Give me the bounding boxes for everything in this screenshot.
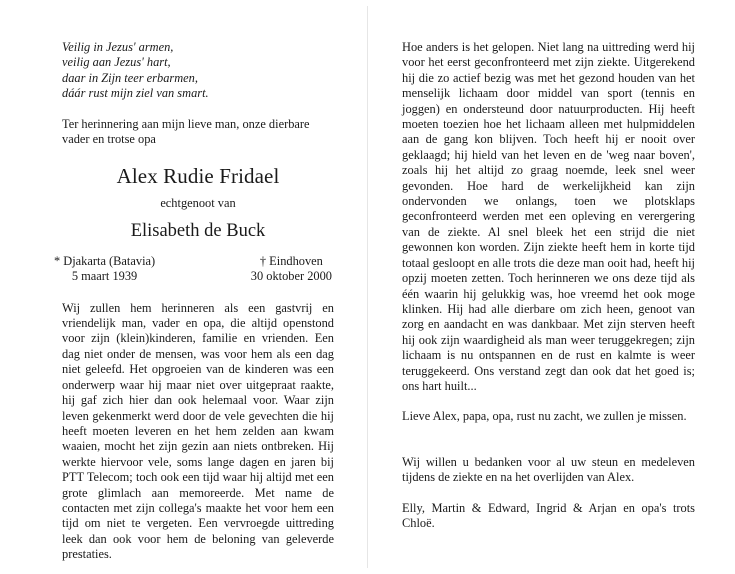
page-fold-divider: [367, 6, 368, 568]
spouse-name: Elisabeth de Buck: [130, 220, 266, 241]
deceased-name: Alex Rudie Fridael: [116, 164, 280, 189]
memorial-text-left: Wij zullen hem herinneren als een gastvrij en vriendelijk man, vader en opa, die altijd openstond voor zijn (klein)kinderen, familie en vrienden. Een dag niet onder de mensen, was voor hem als een dag niet geleefd. Het opgroeien van de kinderen was een onderwerp waar hij maar niet over uitgepraat raakte, hij gaf zich hier dan ook helemaal voor. Waar zijn leven gekenmerkt werd door de vele gevechten die hij heeft moeten leveren en het hem zelden aan kwam waaien, mocht het zijn gezin aan niets ontbreken. Hij werkte hiervoor vele, soms lange dagen en jaren bij PTT Telecom; toch ook een tijd waar hij altijd met een grote glimlach aan memoreerde. Met name de contacten met zijn collega's maakte het voor hem een tijd om niet te vergeten. Een vervroegde uittreding leek dan ook voor hem de beloning van geleverde prestaties.: [62, 300, 334, 562]
birth-info: [54, 254, 155, 285]
birth-date: 5 maart 1939: [71, 269, 138, 284]
farewell-text: Lieve Alex, papa, opa, rust nu zacht, we zullen je missen.: [402, 409, 687, 424]
poem-line: Veilig in Jezus' armen,: [62, 40, 174, 54]
poem-line: dáár rust mijn ziel van smart.: [62, 86, 209, 101]
spouse-label: echtgenoot van: [160, 196, 236, 211]
poem-line: daar in Zijn teer erbarmen,: [62, 70, 198, 85]
death-date: 30 oktober 2000: [250, 269, 332, 284]
memorial-text-right: Hoe anders is het gelopen. Niet lang na uittreding werd hij voor het eerst geconfronteerd met zijn ziekte. Uitgerekend hij die zo actief bezig was met het gezond houden van het menselijk lichaam door middel van sport (tennis en joggen) en ondersteund door natuurproducten. Hij heeft moeten toezien hoe het lichaam alleen met hulpmiddelen aan de gang kon blijven. Toch heeft hij er nooit over geklaagd; hij hield van het leven en de 'weg naar boven', zoals hij het altijd zo graag noemde, leek snel weer gevonden. Hoe hard de werkelijkheid kan zijn ondervonden we onlangs, toen we plotsklaps geconfronteerd werden met een opleving en verergering van de ziekte. Al snel bleek het een strijd die niet gewonnen kon worden. Zijn ziekte heeft hem in korte tijd totaal gesloopt en alle trots die deze man ooit had, heeft hij opzij moeten zetten. Toch herinneren we ons deze tijd als één waarin hij gelukkig was, hoe vreemd het ook moge klinken. Hij had alle dierbare om zich heen, genoot van zorg en aandacht en was dankbaar. Met zijn sterven heeft hij ook zijn waardigheid als man weer teruggekregen; zijn lichaam is nu ontspannen en de rust en kalmte is weer teruggekeerd. Ons verstand zegt dan ook dat het goed is; ons hart huilt...: [402, 40, 695, 393]
intro-text: Ter herinnering aan mijn lieve man, onze dierbare vader en trotse opa: [62, 116, 310, 147]
thanks-text: Wij willen u bedanken voor al uw steun en medeleven tijdens de ziekte en na het overlijden van Alex.: [402, 454, 695, 485]
birth-place: * Djakarta (Batavia): [54, 253, 156, 268]
signature: Elly, Martin & Edward, Ingrid & Arjan en opa's trots Chloë.: [402, 500, 695, 530]
poem: [62, 40, 334, 102]
death-place: † Eindhoven: [259, 253, 323, 268]
life-dates: [54, 253, 334, 285]
poem-line: veilig aan Jezus' hart,: [62, 55, 171, 70]
death-info: [251, 254, 332, 285]
left-page: [54, 40, 334, 563]
right-page: [402, 40, 695, 531]
